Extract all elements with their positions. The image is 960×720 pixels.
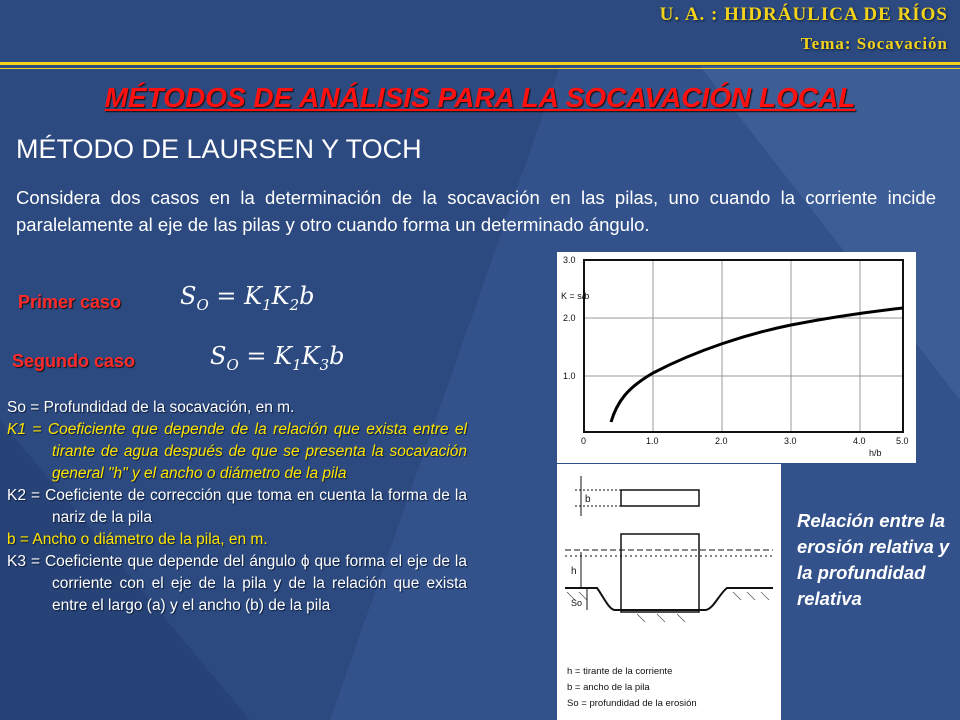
x-tick-5: 5.0	[896, 436, 909, 446]
sketch-label-h: h	[571, 566, 577, 577]
sketch-legend-so: So = profundidad de la erosión	[567, 698, 697, 709]
y-tick-1: 1.0	[563, 371, 576, 381]
topic-header: Tema: Socavación	[800, 34, 948, 53]
method-title: MÉTODO DE LAURSEN Y TOCH	[16, 134, 422, 164]
sketch-legend-h: h = tirante de la corriente	[567, 666, 673, 677]
intro-paragraph: Considera dos casos en la determinación de la socavación en las pilas, uno cuando la corriente incide paralelamente al eje de las pilas y otro cuando forma un determinado ángulo.	[16, 187, 936, 235]
graph-xlabel: h/b	[869, 448, 882, 458]
x-tick-2: 2.0	[715, 436, 728, 446]
graph-ylabel: K = s/b	[561, 291, 590, 301]
first-case-equation: $S_O = K_1K_2b$	[180, 282, 315, 314]
pier-scour-sketch	[557, 464, 781, 720]
definition-so: So = Profundidad de la socavación, en m.	[7, 399, 295, 416]
x-tick-1: 1.0	[646, 436, 659, 446]
header-rule	[0, 62, 960, 65]
definition-k2: K2 = Coeficiente de corrección que toma en cuenta la forma de la nariz de la pila	[7, 487, 467, 526]
figure-caption: Relación entre la erosión relativa y la profundidad relativa	[797, 510, 950, 609]
first-case-label: Primer caso	[18, 292, 122, 312]
x-tick-4: 4.0	[853, 436, 866, 446]
definitions-list	[7, 397, 467, 617]
definition-b: b = Ancho o diámetro de la pila, en m.	[7, 531, 268, 548]
definition-k1: K1 = Coeficiente que depende de la relación que exista entre el tirante de agua después de que se presenta la socavación general "h" y el ancho o diámetro de la pila	[7, 421, 467, 482]
y-tick-2: 2.0	[563, 313, 576, 323]
second-case-equation: $S_O = K_1K_3b$	[210, 342, 345, 374]
sketch-legend-b: b = ancho de la pila	[567, 682, 650, 693]
erosion-ratio-graph	[557, 252, 916, 463]
x-tick-0: 0	[581, 436, 587, 446]
y-tick-3: 3.0	[563, 255, 576, 265]
second-case-label: Segundo caso	[12, 351, 136, 371]
sketch-label-b: b	[585, 494, 591, 505]
slide-title: MÉTODOS DE ANÁLISIS PARA LA SOCAVACIÓN LOCAL	[104, 82, 856, 113]
header-rule-thin	[0, 68, 960, 69]
sketch-label-so: So	[571, 598, 583, 608]
definition-k3: K3 = Coeficiente que depende del ángulo ϕ que forma el eje de la corriente con el eje de la pila y de la relación que exista entre el largo (a) y el ancho (b) de la pila	[7, 553, 467, 614]
x-tick-3: 3.0	[784, 436, 797, 446]
course-header: U. A. : HIDRÁULICA DE RÍOS	[659, 4, 948, 25]
